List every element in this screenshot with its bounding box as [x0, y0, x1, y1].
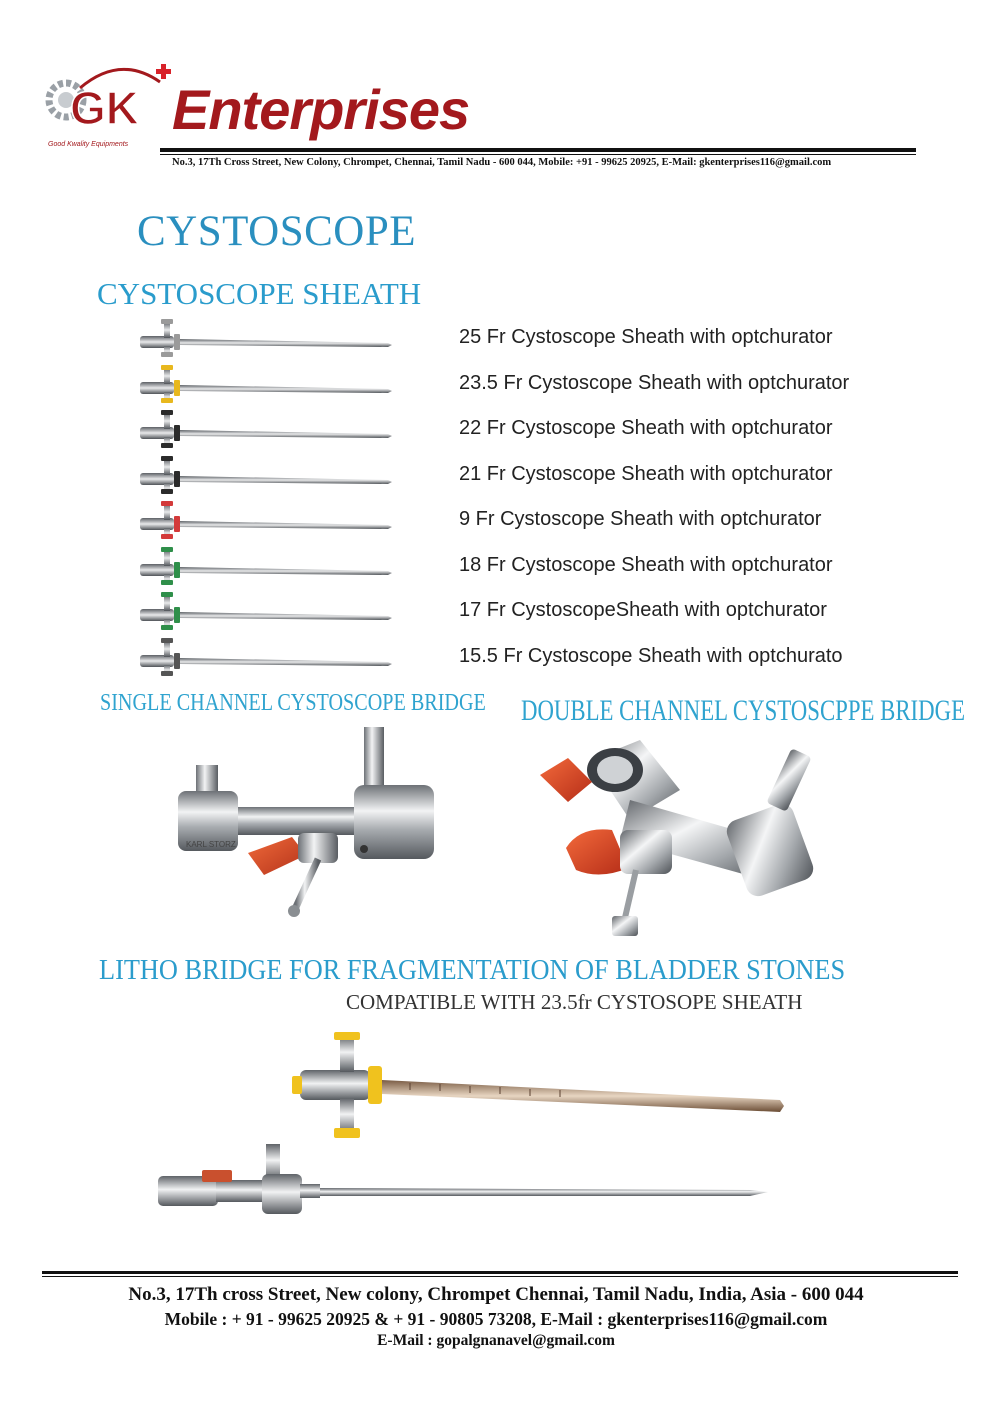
header-divider-thin: [160, 154, 916, 155]
sheath-item: [0, 455, 992, 495]
footer-email: E-Mail : gopalgnanavel@gmail.com: [377, 1332, 615, 1349]
sheath-image: [136, 364, 398, 404]
brand-logo: [40, 60, 180, 152]
litho-bridge-image: [150, 1140, 775, 1220]
sheath-item: [0, 364, 992, 404]
brand-name: Enterprises: [172, 78, 470, 141]
sheath-item: [0, 591, 992, 631]
bridge-engraving: KARL STORZ: [186, 840, 236, 849]
sheath-label: 9 Fr Cystoscope Sheath with optchurator: [459, 508, 822, 530]
header-address: No.3, 17Th Cross Street, New Colony, Chrompet, Chennai, Tamil Nadu - 600 044, Mobile: +91 - 99625 20925, E-Mail: gkenterprises116@gmail.com: [172, 157, 832, 168]
sheath-label: 25 Fr Cystoscope Sheath with optchurator: [459, 326, 833, 348]
sheath-image: [136, 637, 398, 677]
litho-sheath-image: [290, 1028, 795, 1148]
footer-address: No.3, 17Th cross Street, New colony, Chrompet Chennai, Tamil Nadu, India, Asia - 600 044: [128, 1284, 864, 1305]
sheath-label: 23.5 Fr Cystoscope Sheath with optchurator: [459, 372, 850, 394]
page-title: CYSTOSCOPE: [137, 208, 417, 255]
footer-divider-thin: [42, 1276, 958, 1277]
litho-bridge-title: LITHO BRIDGE FOR FRAGMENTATION OF BLADDER STONES: [99, 955, 846, 986]
single-bridge-title: SINGLE CHANNEL CYSTOSCOPE BRIDGE: [100, 690, 486, 716]
sheath-item: [0, 546, 992, 586]
sheath-image: [136, 409, 398, 449]
sheath-image: [136, 500, 398, 540]
single-channel-bridge-image: [168, 725, 440, 925]
sheath-image: [136, 591, 398, 631]
sheath-label: 22 Fr Cystoscope Sheath with optchurator: [459, 417, 833, 439]
sheath-label: 21 Fr Cystoscope Sheath with optchurator: [459, 463, 833, 485]
sheath-image: [136, 455, 398, 495]
litho-bridge-subtitle: COMPATIBLE WITH 23.5fr CYSTOSOPE SHEATH: [346, 990, 803, 1014]
sheath-item: [0, 409, 992, 449]
section-title-sheath: CYSTOSCOPE SHEATH: [97, 276, 422, 311]
sheath-label: 17 Fr CystoscopeSheath with optchurator: [459, 599, 827, 621]
sheath-item: [0, 318, 992, 358]
sheath-item: [0, 637, 992, 677]
footer-contact: Mobile : + 91 - 99625 20925 & + 91 - 90805 73208, E-Mail : gkenterprises116@gmail.com: [164, 1309, 828, 1329]
sheath-item: [0, 500, 992, 540]
double-bridge-title: DOUBLE CHANNEL CYSTOSCPPE BRIDGE: [521, 694, 966, 727]
sheath-label: 15.5 Fr Cystoscope Sheath with optchurato: [459, 645, 843, 667]
sheath-label: 18 Fr Cystoscope Sheath with optchurator: [459, 554, 833, 576]
footer-divider: [42, 1271, 958, 1274]
medical-cross-icon: [156, 64, 171, 79]
header-divider: [160, 148, 916, 152]
sheath-image: [136, 318, 398, 358]
logo-letters: GK: [70, 82, 139, 134]
logo-tagline: Good Kwality Equipments: [48, 141, 129, 148]
double-channel-bridge-image: [520, 730, 830, 945]
sheath-image: [136, 546, 398, 586]
